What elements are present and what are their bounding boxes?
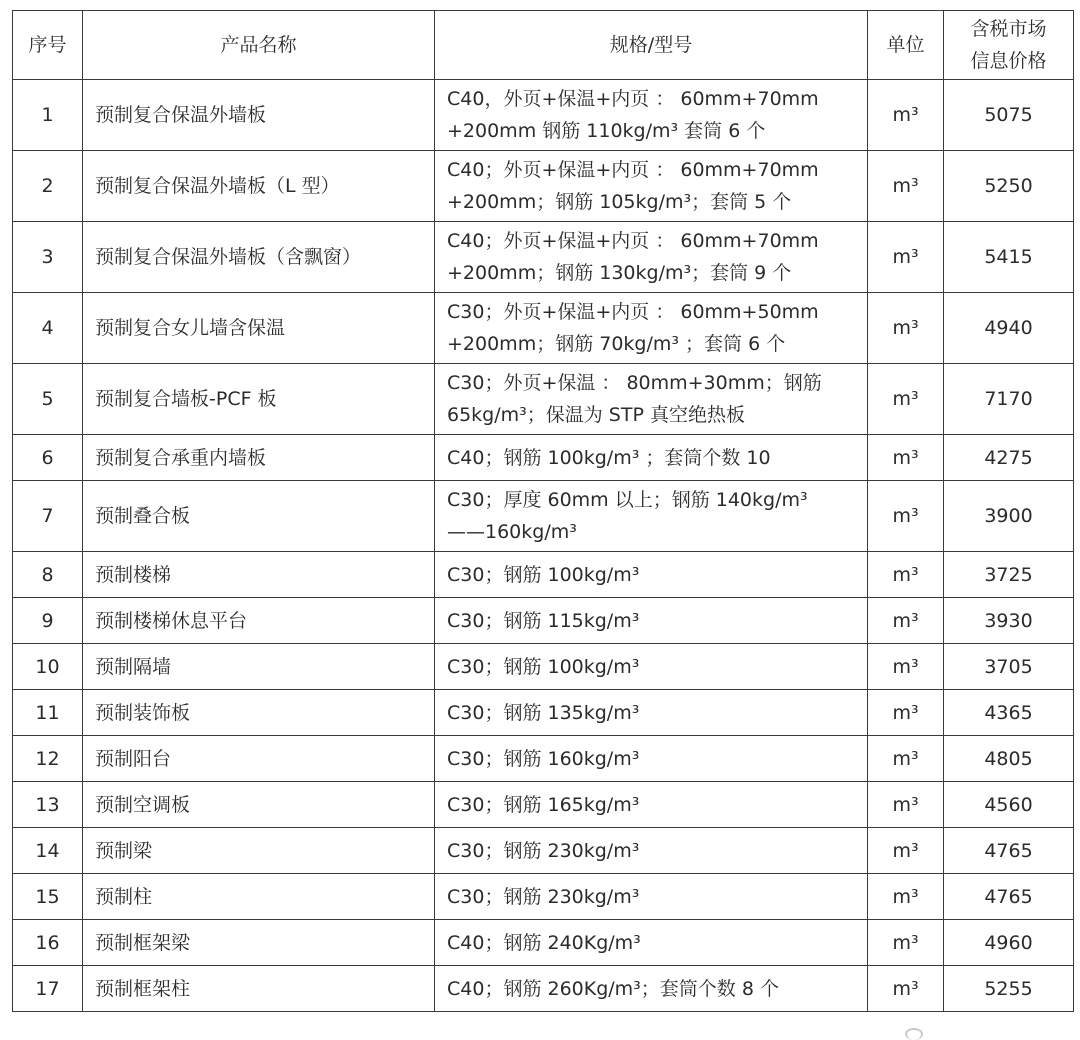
table-row	[13, 222, 1074, 293]
row-price: 5075	[944, 80, 1074, 151]
row-price: 4560	[944, 782, 1074, 828]
row-product-name: 预制复合保温外墙板（L 型）	[83, 151, 435, 222]
header-row	[13, 11, 1074, 80]
table-row	[13, 151, 1074, 222]
row-spec-line: +200mm；钢筋 70kg/m³ ；套筒 6 个	[447, 333, 786, 355]
row-spec	[435, 222, 868, 293]
row-product-name: 预制框架柱	[83, 966, 435, 1012]
row-spec-line: ——160kg/m³	[447, 521, 577, 543]
row-spec-line: C40；钢筋 100kg/m³ ；套筒个数 10	[447, 446, 771, 469]
row-spec	[435, 920, 868, 966]
row-unit: m³	[868, 222, 944, 293]
row-no: 1	[13, 80, 83, 151]
header-price	[944, 11, 1074, 80]
table-row	[13, 293, 1074, 364]
row-spec	[435, 828, 868, 874]
row-unit: m³	[868, 552, 944, 598]
row-spec-line: C30；钢筋 135kg/m³	[447, 701, 640, 724]
row-spec-line: C30；钢筋 165kg/m³	[447, 793, 640, 816]
table-row	[13, 644, 1074, 690]
header-name: 产品名称	[83, 11, 435, 80]
row-spec-line: C30；钢筋 230kg/m³	[447, 885, 640, 908]
row-unit: m³	[868, 293, 944, 364]
row-price: 5250	[944, 151, 1074, 222]
table-row	[13, 874, 1074, 920]
table-row	[13, 966, 1074, 1012]
row-spec-line: C40；钢筋 260Kg/m³；套筒个数 8 个	[447, 977, 779, 1000]
row-no: 15	[13, 874, 83, 920]
row-price: 4940	[944, 293, 1074, 364]
row-spec-line: C40；外页+保温+内页 ： 60mm+70mm	[447, 159, 819, 181]
row-price: 3705	[944, 644, 1074, 690]
row-product-name: 预制复合墙板-PCF 板	[83, 364, 435, 435]
row-spec	[435, 782, 868, 828]
row-spec-line: +200mm 钢筋 110kg/m³ 套筒 6 个	[447, 120, 766, 142]
row-spec	[435, 644, 868, 690]
row-product-name: 预制叠合板	[83, 481, 435, 552]
row-spec	[435, 966, 868, 1012]
row-spec-line: C30；外页+保温 ： 80mm+30mm；钢筋	[447, 372, 822, 394]
row-unit: m³	[868, 828, 944, 874]
table-row	[13, 481, 1074, 552]
row-spec-line: C30；钢筋 160kg/m³	[447, 747, 640, 770]
row-no: 4	[13, 293, 83, 364]
row-no: 13	[13, 782, 83, 828]
row-product-name: 预制阳台	[83, 736, 435, 782]
row-price: 4765	[944, 874, 1074, 920]
row-spec	[435, 293, 868, 364]
header-price-line2: 信息价格	[970, 50, 1047, 72]
row-no: 6	[13, 435, 83, 481]
row-price: 3900	[944, 481, 1074, 552]
row-spec-line: +200mm；钢筋 105kg/m³；套筒 5 个	[447, 191, 792, 213]
row-unit: m³	[868, 644, 944, 690]
row-no: 17	[13, 966, 83, 1012]
row-spec	[435, 481, 868, 552]
row-product-name: 预制复合女儿墙含保温	[83, 293, 435, 364]
row-unit: m³	[868, 920, 944, 966]
row-no: 11	[13, 690, 83, 736]
row-unit: m³	[868, 874, 944, 920]
table-row	[13, 736, 1074, 782]
row-unit: m³	[868, 151, 944, 222]
table-body	[13, 11, 1074, 1012]
row-spec	[435, 80, 868, 151]
row-spec-line: C30；外页+保温+内页 ： 60mm+50mm	[447, 301, 819, 323]
row-unit: m³	[868, 782, 944, 828]
row-price: 4960	[944, 920, 1074, 966]
row-price: 5255	[944, 966, 1074, 1012]
row-product-name: 预制楼梯	[83, 552, 435, 598]
row-price: 3725	[944, 552, 1074, 598]
row-unit: m³	[868, 598, 944, 644]
row-product-name: 预制梁	[83, 828, 435, 874]
row-unit: m³	[868, 481, 944, 552]
row-spec	[435, 552, 868, 598]
row-price: 5415	[944, 222, 1074, 293]
row-product-name: 预制复合承重内墙板	[83, 435, 435, 481]
row-price: 7170	[944, 364, 1074, 435]
table-row	[13, 364, 1074, 435]
table-row	[13, 828, 1074, 874]
table-row	[13, 690, 1074, 736]
price-table	[12, 10, 1074, 1012]
row-no: 5	[13, 364, 83, 435]
row-price: 4365	[944, 690, 1074, 736]
row-unit: m³	[868, 690, 944, 736]
row-price: 4805	[944, 736, 1074, 782]
row-spec-line: 65kg/m³；保温为 STP 真空绝热板	[447, 404, 745, 426]
row-spec	[435, 690, 868, 736]
row-product-name: 预制空调板	[83, 782, 435, 828]
row-spec-line: C40；钢筋 240Kg/m³	[447, 931, 641, 954]
row-unit: m³	[868, 736, 944, 782]
header-unit: 单位	[868, 11, 944, 80]
row-price: 4275	[944, 435, 1074, 481]
row-no: 12	[13, 736, 83, 782]
watermark-icon	[905, 1028, 923, 1040]
row-product-name: 预制框架梁	[83, 920, 435, 966]
row-price: 3930	[944, 598, 1074, 644]
row-spec	[435, 151, 868, 222]
table-row	[13, 435, 1074, 481]
header-price-line1: 含税市场	[970, 18, 1047, 40]
row-spec-line: C40；外页+保温+内页 ： 60mm+70mm	[447, 230, 819, 252]
row-no: 16	[13, 920, 83, 966]
row-spec-line: C30；厚度 60mm 以上；钢筋 140kg/m³	[447, 489, 808, 511]
header-no: 序号	[13, 11, 83, 80]
table-row	[13, 552, 1074, 598]
row-spec	[435, 435, 868, 481]
row-unit: m³	[868, 966, 944, 1012]
table-row	[13, 598, 1074, 644]
row-spec-line: C40，外页+保温+内页 ： 60mm+70mm	[447, 88, 819, 110]
row-spec-line: +200mm；钢筋 130kg/m³；套筒 9 个	[447, 262, 792, 284]
row-product-name: 预制复合保温外墙板（含飘窗）	[83, 222, 435, 293]
row-no: 2	[13, 151, 83, 222]
row-unit: m³	[868, 80, 944, 151]
row-product-name: 预制柱	[83, 874, 435, 920]
row-spec	[435, 874, 868, 920]
row-no: 7	[13, 481, 83, 552]
row-spec-line: C30；钢筋 100kg/m³	[447, 563, 640, 586]
table-row	[13, 782, 1074, 828]
row-no: 14	[13, 828, 83, 874]
row-product-name: 预制隔墙	[83, 644, 435, 690]
row-unit: m³	[868, 435, 944, 481]
row-spec-line: C30；钢筋 115kg/m³	[447, 609, 640, 632]
table-row	[13, 920, 1074, 966]
row-spec	[435, 598, 868, 644]
row-spec	[435, 364, 868, 435]
row-no: 3	[13, 222, 83, 293]
row-no: 10	[13, 644, 83, 690]
row-product-name: 预制楼梯休息平台	[83, 598, 435, 644]
row-no: 8	[13, 552, 83, 598]
row-product-name: 预制复合保温外墙板	[83, 80, 435, 151]
row-spec	[435, 736, 868, 782]
row-product-name: 预制装饰板	[83, 690, 435, 736]
row-no: 9	[13, 598, 83, 644]
row-price: 4765	[944, 828, 1074, 874]
row-spec-line: C30；钢筋 100kg/m³	[447, 655, 640, 678]
row-unit: m³	[868, 364, 944, 435]
row-spec-line: C30；钢筋 230kg/m³	[447, 839, 640, 862]
header-spec: 规格/型号	[435, 11, 868, 80]
table-row	[13, 80, 1074, 151]
